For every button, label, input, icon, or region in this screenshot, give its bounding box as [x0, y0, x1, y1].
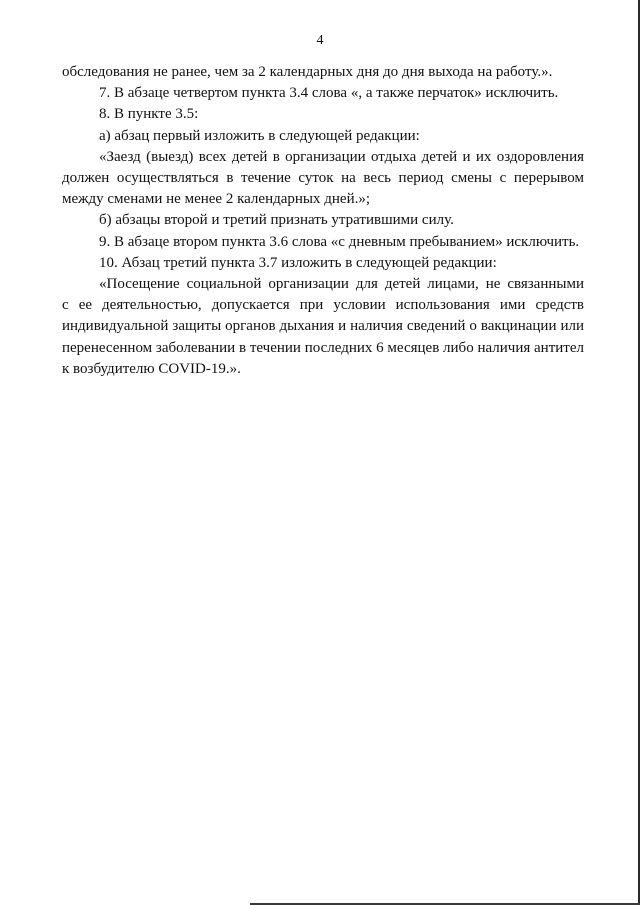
text-line-1: обследования не ранее, чем за 2 календарных дня до дня выхода на работу.». [62, 64, 553, 80]
quote2-line-5: к возбудителю COVID-19.». [62, 360, 241, 377]
document-body [62, 62, 584, 380]
quote2-line-4: перенесенном заболевании в течении последних 6 месяцев либо наличия антител [62, 339, 584, 356]
item-8-line: 8. В пункте 3.5: [99, 106, 199, 123]
quote2-line-1: «Посещение социальной организации для детей лицами, не связанными [99, 276, 584, 293]
item-10-line: 10. Абзац третий пункта 3.7 изложить в следующей редакции: [99, 254, 497, 271]
quote-line-3: между сменами не менее 2 календарных дней.»; [62, 191, 371, 208]
subitem-b-line: б) абзацы второй и третий признать утратившими силу. [99, 212, 454, 229]
quote-line-2: должен осуществляться в течение суток на весь период смены с перерывом [62, 170, 584, 187]
item-9-line: 9. В абзаце втором пункта 3.6 слова «с дневным пребыванием» исключить. [99, 233, 580, 250]
quote2-line-2: с ее деятельностью, допускается при условии использования ими средств [62, 297, 584, 314]
subitem-a-line: а) абзац первый изложить в следующей редакции: [99, 127, 420, 144]
quote-line-1: «Заезд (выезд) всех детей в организации отдыха детей и их оздоровления [99, 148, 584, 165]
item-7-line: 7. В абзаце четвертом пункта 3.4 слова «, а также перчаток» исключить. [99, 85, 559, 102]
quote2-line-3: индивидуальной защиты органов дыхания и наличия сведений о вакцинации или [62, 318, 584, 335]
page-number: 4 [316, 33, 324, 48]
